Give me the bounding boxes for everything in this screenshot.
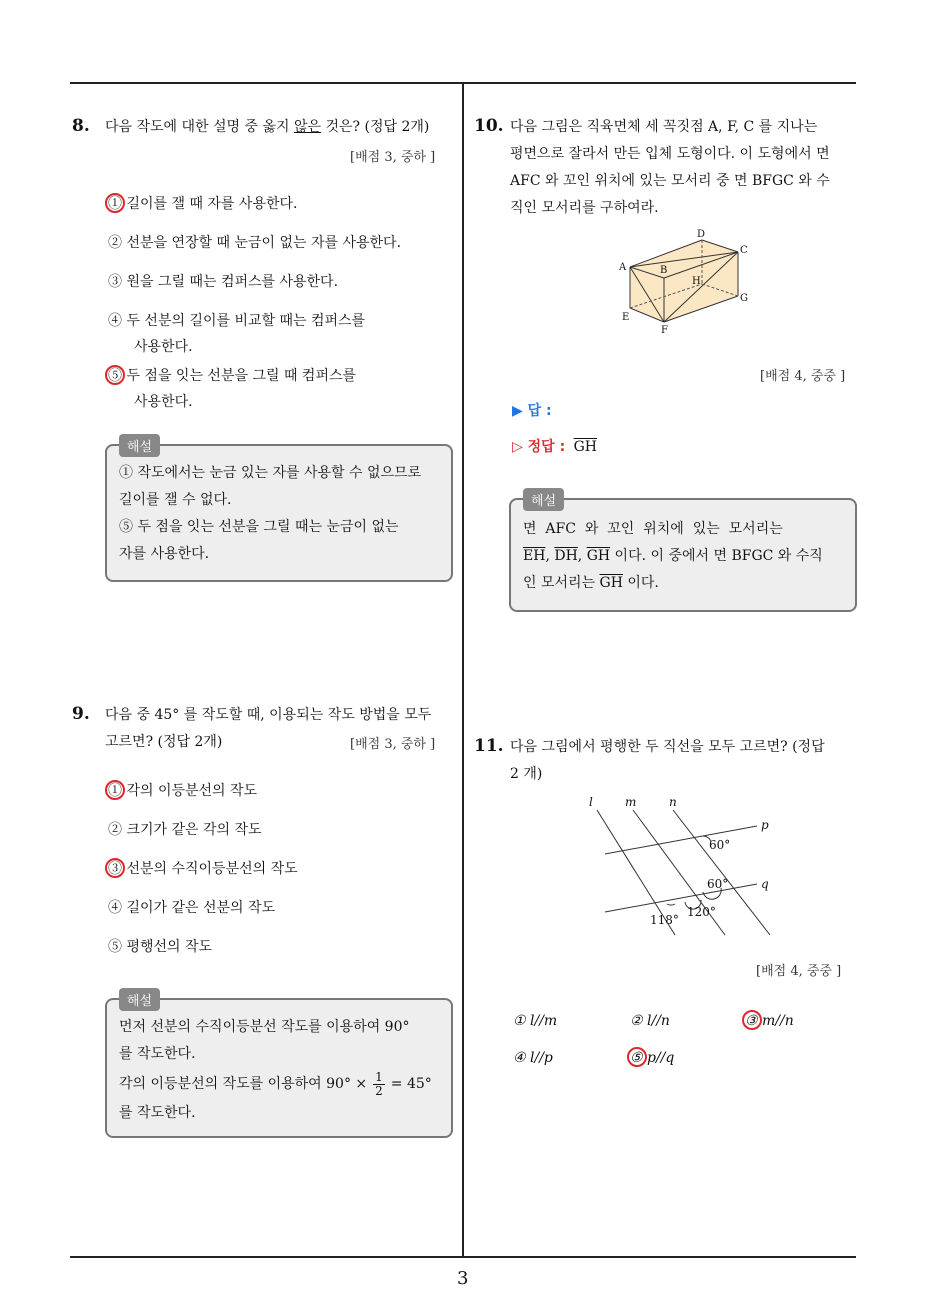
line-q (605, 884, 757, 912)
edge-gh: $\overline{GH}$ (586, 548, 611, 564)
correct-answer-row (512, 436, 597, 456)
explanation-line: ⑤ 두 점을 잇는 선분을 그릴 때는 눈금이 없는 (119, 519, 399, 535)
q11-number: 11. (474, 736, 504, 756)
line-label-m: m (625, 795, 637, 809)
answer-mark-circle (105, 193, 125, 213)
vertex-label-a: A (619, 262, 627, 273)
explanation-tag: 해설 (523, 488, 564, 511)
line-label-p: p (761, 818, 769, 832)
q9-option-3[interactable]: ③ 선분의 수직이등분선의 작도 (108, 861, 298, 877)
line-label-l: l (589, 795, 593, 809)
angle-label: 118° (650, 913, 679, 927)
angle-label: 60° (707, 877, 729, 891)
vertex-label-h: H (692, 276, 701, 287)
q8-option-1[interactable]: ① 길이를 잴 때 자를 사용한다. (108, 196, 298, 212)
vertex-label-f: F (661, 325, 668, 336)
answer-mark-circle (105, 365, 125, 385)
q11-option-1[interactable]: ① l//m (513, 1013, 558, 1029)
explanation-line: 길이를 잴 수 없다. (119, 492, 232, 508)
correct-value: $\overline{GH}$ (573, 439, 598, 455)
q8-option-5-cont: 사용한다. (134, 394, 193, 410)
explanation-line: 면 AFC 와 꼬인 위치에 있는 모서리는 (523, 521, 783, 537)
explanation-line: 를 작도한다. (119, 1046, 196, 1062)
q8-number: 8. (72, 116, 90, 136)
vertex-label-e: E (622, 312, 630, 323)
column-divider (462, 84, 464, 1256)
explanation-text: 인 모서리는 (523, 575, 600, 591)
formula-result: = 45° (390, 1075, 432, 1092)
correct-label: ▷ 정답 : (512, 439, 566, 455)
answer-mark-circle (105, 858, 125, 878)
solid-face-fill (630, 240, 738, 322)
q10-line: 평면으로 잘라서 만든 입체 도형이다. 이 도형에서 면 (510, 146, 830, 162)
edge-gh: $\overline{GH}$ (599, 575, 623, 591)
q9-number: 9. (72, 704, 90, 724)
explanation-line: 먼저 선분의 수직이등분선 작도를 이용하여 90° (119, 1019, 410, 1035)
explanation-tag: 해설 (119, 434, 160, 457)
q10-solid-figure (612, 222, 762, 337)
q10-question (510, 114, 860, 222)
answer-mark-circle (742, 1010, 762, 1030)
page-number: 3 (457, 1268, 469, 1289)
formula-text: 각의 이등분선의 작도를 이용하여 90° × (119, 1075, 368, 1092)
q11-parallel-lines-figure (585, 792, 785, 942)
q9-option-2[interactable]: ② 크기가 같은 각의 작도 (108, 822, 262, 838)
q9-score: [배점 3, 중하 ] (350, 737, 436, 752)
answer-mark-circle (627, 1047, 647, 1067)
vertex-label-b: B (660, 265, 668, 276)
q9-question-line1: 다음 중 45° 를 작도할 때, 이용되는 작도 방법을 모두 (105, 707, 432, 723)
q9-option-5[interactable]: ⑤ 평행선의 작도 (108, 939, 213, 955)
q10-number: 10. (474, 116, 504, 136)
answer-input-row[interactable] (512, 400, 552, 420)
explanation-tail: 이다. 이 중에서 면 BFGC 와 수직 (610, 548, 823, 564)
q9-option-1[interactable]: ① 각의 이등분선의 작도 (108, 783, 258, 799)
line-label-n: n (669, 795, 677, 809)
fraction (373, 1071, 385, 1098)
q8-option-4-cont: 사용한다. (134, 339, 193, 355)
q8-option-4[interactable]: ④ 두 선분의 길이를 비교할 때는 컴퍼스를 (108, 313, 366, 329)
answer-label: ▶ 답 : (512, 403, 552, 419)
q10-line: AFC 와 꼬인 위치에 있는 모서리 중 면 BFGC 와 수 (510, 173, 830, 189)
q9-question-line2: 고르면? (정답 2개) (105, 734, 223, 750)
explanation-text: 이다. (622, 575, 659, 591)
vertex-label-d: D (697, 229, 706, 240)
q8-score: [배점 3, 중하 ] (350, 150, 436, 165)
angle-label: 60° (709, 838, 731, 852)
q11-question-line2: 2 개) (510, 766, 543, 782)
line-label-q: q (761, 877, 769, 891)
q11-option-4[interactable]: ④ l//p (513, 1050, 553, 1066)
answer-mark-circle (105, 780, 125, 800)
q9-explanation-box (105, 994, 453, 1138)
q11-option-3[interactable]: ③ m//n (745, 1013, 794, 1029)
q9-option-4[interactable]: ④ 길이가 같은 선분의 작도 (108, 900, 276, 916)
q11-question-line1: 다음 그림에서 평행한 두 직선을 모두 고르면? (정답 (510, 739, 825, 755)
q11-score: [배점 4, 중중 ] (756, 964, 842, 979)
q8-text-a: 다음 작도에 대한 설명 중 옳지 (105, 119, 294, 135)
explanation-line (119, 1068, 439, 1100)
explanation-line (523, 570, 843, 597)
explanation-line: ① 작도에서는 눈금 있는 자를 사용할 수 없으므로 (119, 465, 422, 481)
q8-option-3[interactable]: ③ 원을 그릴 때는 컴퍼스를 사용한다. (108, 274, 339, 290)
q8-explanation-box (105, 440, 453, 582)
q8-text-underlined: 않은 (294, 119, 322, 135)
line-p (605, 826, 757, 854)
edge-eh: $\overline{EH}$ (523, 548, 546, 564)
angle-label: 120° (687, 905, 716, 919)
q8-option-2[interactable]: ② 선분을 연장할 때 눈금이 없는 자를 사용한다. (108, 235, 402, 251)
q8-option-5[interactable]: ⑤ 두 점을 잇는 선분을 그릴 때 컴퍼스를 (108, 368, 357, 384)
edge-dh: $\overline{DH}$ (554, 548, 578, 564)
angle-arc (667, 904, 675, 905)
q10-line: 다음 그림은 직육면체 세 꼭짓점 A, F, C 를 지나는 (510, 119, 818, 135)
fraction-numerator: 1 (375, 1069, 383, 1084)
q10-score: [배점 4, 중중 ] (760, 369, 846, 384)
vertex-label-c: C (740, 245, 748, 256)
q11-option-2[interactable]: ② l//n (630, 1013, 670, 1029)
explanation-line: $\overline{EH}$, $\overline{DH}$, $\overline{GH}$ 이다. 이 중에서 면 BFGC 와 수직 (523, 548, 823, 564)
q8-text-b: 것은? (정답 2개) (321, 119, 430, 135)
explanation-tag: 해설 (119, 988, 160, 1011)
q10-explanation-box (509, 494, 857, 612)
explanation-line: 자를 사용한다. (119, 546, 210, 562)
q11-option-5[interactable]: ⑤ p//q (630, 1050, 675, 1066)
fraction-denominator: 2 (375, 1083, 383, 1098)
explanation-line: 를 작도한다. (119, 1105, 196, 1121)
bottom-rule (70, 1256, 856, 1258)
q10-line: 직인 모서리를 구하여라. (510, 200, 659, 216)
q8-question (105, 114, 457, 141)
vertex-label-g: G (740, 293, 748, 304)
